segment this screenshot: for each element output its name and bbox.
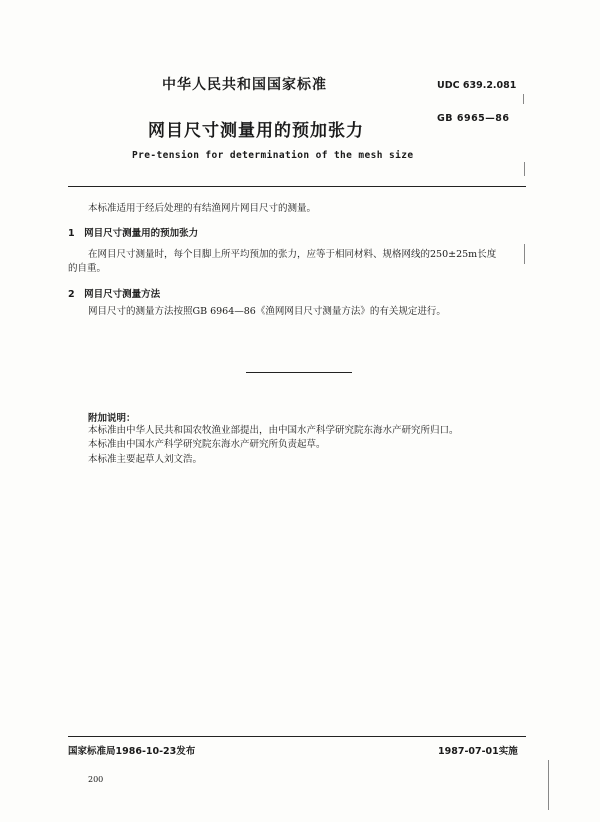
issue-date: 国家标准局1986-10-23发布 bbox=[68, 746, 196, 757]
page-number: 200 bbox=[88, 775, 104, 784]
section-1-body-line-2: 的自重。 bbox=[68, 263, 107, 274]
section-2-heading: 2 网目尺寸测量方法 bbox=[68, 289, 161, 300]
end-of-text-divider bbox=[246, 372, 352, 373]
implementation-date: 1987-07-01实施 bbox=[438, 746, 518, 757]
header-divider bbox=[68, 186, 526, 187]
scan-edge-mark bbox=[524, 244, 525, 264]
scan-edge-mark bbox=[548, 760, 549, 810]
note-item: 本标准由中华人民共和国农牧渔业部提出，由中国水产科学研究院东海水产研究所归口。 bbox=[88, 425, 459, 436]
section-1-heading: 1 网目尺寸测量用的预加张力 bbox=[68, 228, 199, 239]
additional-notes-heading: 附加说明： bbox=[88, 413, 136, 424]
section-1-body-line-1: 在网目尺寸测量时，每个目脚上所平均预加的张力，应等于相同材料、规格网线的250±25m长度 bbox=[88, 249, 497, 260]
udc-code: UDC 639.2.081 bbox=[437, 80, 517, 91]
footer-divider bbox=[68, 736, 526, 737]
gb-standard-code: GB 6965—86 bbox=[437, 113, 510, 124]
english-title: Pre-tension for determination of the mesh size bbox=[132, 150, 414, 161]
note-item: 本标准主要起草人刘文浩。 bbox=[88, 454, 203, 465]
scope-paragraph: 本标准适用于经后处理的有结渔网片网目尺寸的测量。 bbox=[88, 203, 317, 214]
document-title: 网目尺寸测量用的预加张力 bbox=[148, 121, 364, 141]
national-standard-title: 中华人民共和国国家标准 bbox=[162, 77, 327, 93]
scan-edge-mark bbox=[524, 162, 525, 176]
section-2-body: 网目尺寸的测量方法按照GB 6964—86《渔网网目尺寸测量方法》的有关规定进行。 bbox=[88, 306, 446, 317]
note-item: 本标准由中国水产科学研究院东海水产研究所负责起草。 bbox=[88, 439, 326, 450]
scan-edge-mark bbox=[523, 94, 524, 104]
